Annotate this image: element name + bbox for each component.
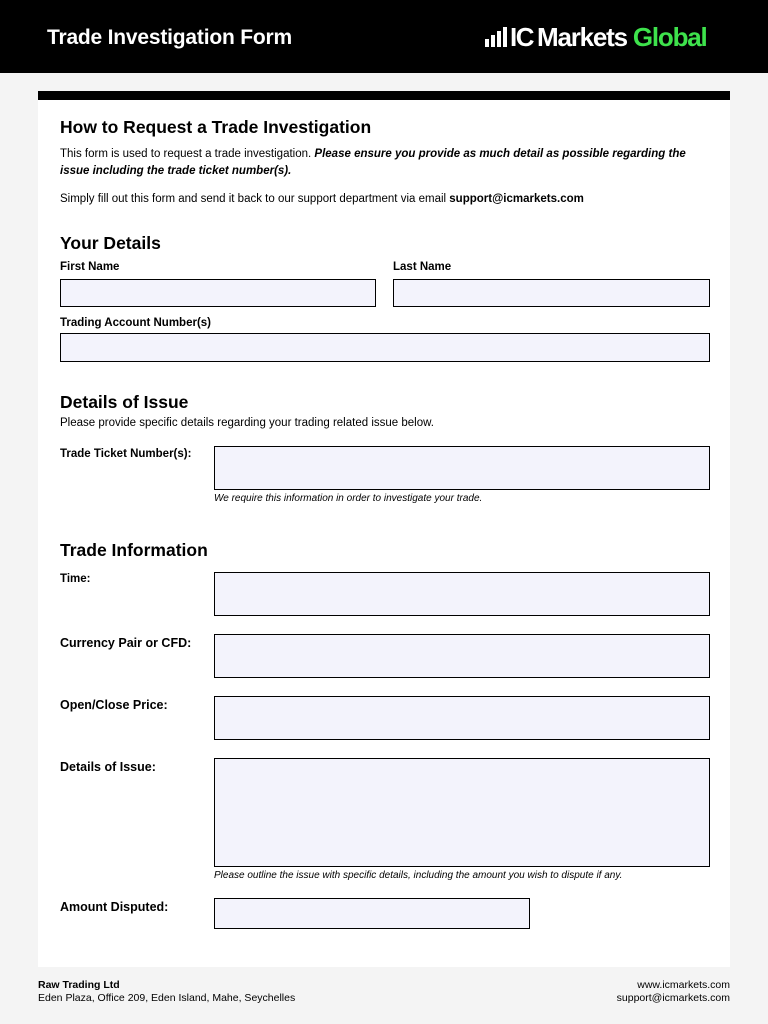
logo-markets-text: Markets [537,21,627,52]
ticket-note: We require this information in order to investigate your trade. [214,493,483,504]
intro-heading: How to Request a Trade Investigation [60,117,372,137]
trade-info-heading: Trade Information [60,540,208,560]
intro-emphasis: Please ensure you provide as much detail as possible regarding the issue including the trade ticket number(s). [60,148,686,177]
intro-text: This form is used to request a trade investigation. [60,148,312,160]
open-close-price-field[interactable] [214,696,710,740]
ic-markets-logo [485,22,707,52]
form-title: Trade Investigation Form [47,26,292,49]
footer-company-info [38,979,295,1005]
currency-pair-field[interactable] [214,634,710,678]
company-name: Raw Trading Ltd [38,979,120,991]
form-panel [38,91,730,967]
last-name-field[interactable] [393,279,710,307]
logo-ic-text: IC [510,21,533,52]
amount-disputed-field[interactable] [214,898,530,929]
time-field[interactable] [214,572,710,616]
submit-text: Simply fill out this form and send it back to our support department via email [60,193,447,205]
submit-instructions [60,191,710,208]
support-email-link[interactable]: support@icmarkets.com [449,193,584,205]
logo-global-text: Global [632,21,707,52]
last-name-label: Last Name [393,261,452,273]
ticket-number-field[interactable] [214,446,710,490]
footer-email-link[interactable]: support@icmarkets.com [616,992,730,1004]
company-address: Eden Plaza, Office 209, Eden Island, Mahe, Seychelles [38,992,296,1004]
time-label: Time: [60,573,91,585]
page-header [0,0,768,73]
amount-disputed-label: Amount Disputed: [60,900,169,914]
currency-pair-label: Currency Pair or CFD: [60,636,192,650]
issue-details-note: Please outline the issue with specific details, including the amount you wish to dispute if any. [214,870,623,881]
website-link[interactable]: www.icmarkets.com [637,979,730,991]
first-name-field[interactable] [60,279,376,307]
bar-chart-icon [485,27,507,47]
ticket-number-label: Trade Ticket Number(s): [60,448,192,460]
issue-details-label: Details of Issue: [60,760,156,774]
footer-contact [617,979,730,1005]
open-close-price-label: Open/Close Price: [60,698,168,712]
issue-details-field[interactable] [214,758,710,867]
account-number-field[interactable] [60,333,710,362]
intro-paragraph [60,146,710,180]
issue-description: Please provide specific details regarding your trading related issue below. [60,417,434,429]
account-number-label: Trading Account Number(s) [60,317,211,329]
your-details-heading: Your Details [60,233,161,253]
issue-details-heading: Details of Issue [60,392,189,412]
first-name-label: First Name [60,261,120,273]
